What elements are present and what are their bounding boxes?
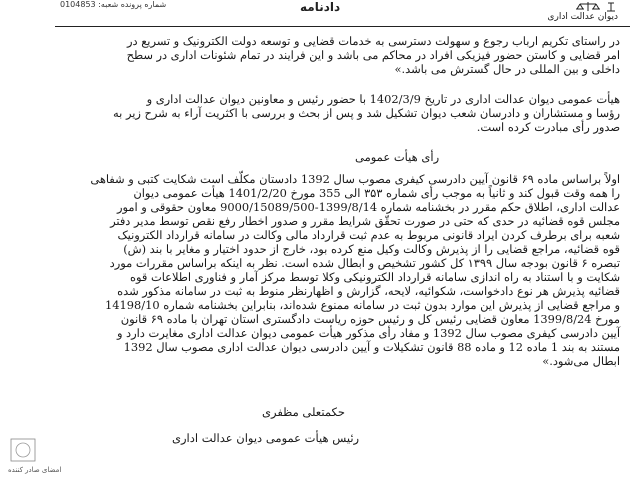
ruling-line: اولاً براساس ماده ۶۹ قانون آیین دادرسی کیفری مصوب سال 1392 دادستان مکلّف است شکایت کتبی و شفاهی	[90, 172, 620, 186]
ruling-line: مجلس قوه قضائیه در حدی که حتی در صورت تحقّق شرایط مقرر و صدور اخطار رفع نقص توسط مدیر دفتر	[110, 214, 620, 228]
intro-line: امر قضایی و کاستن حضور فیزیکی افراد در محاکم می باشد و این فرایند در تمام شئونات اداری در سطح	[126, 48, 620, 62]
session-line: رؤسا و مستشاران و دادرسان شعب دیوان تشکیل شد و پس از بحث و بررسی با اکثریت آراء به شرح زیر به	[113, 106, 620, 120]
seal-stamp-icon	[8, 436, 38, 464]
signatory-title: رئیس هیأت عمومی دیوان عدالت اداری	[172, 431, 360, 445]
ruling-line: و مراجع قضایی از پذیرش این موارد بدون ثبت در سامانه ممنوع شده‌اند، بنابراین بخشنامه شماره 14198/10	[105, 298, 620, 312]
ruling-heading: رأی هیأت عمومی	[355, 150, 440, 164]
ruling-line: را همه وقت قبول کند و ثانیاً به موجب رأی شماره ۳۵۳ الی 355 مورخ 1401/2/20 هیأت عمومی دیوان	[133, 186, 620, 200]
signatory-name: حکمتعلی مظفری	[262, 405, 345, 419]
ruling-line: ابطال می‌شود.»	[542, 354, 620, 368]
organization-name: دیوان عدالت اداری	[547, 12, 618, 22]
session-line: صدور رأی مبادرت کرده است.	[476, 120, 620, 134]
ruling-line: شکایت و با استناد به راه اندازی سامانه قرارداد الکترونیکی وکلا توسط مرکز آمار و فناوری اطلاعات قوه	[130, 270, 620, 284]
header-divider	[55, 26, 630, 27]
ruling-line: قوه قضائیه، مراجع قضایی را از پذیرش وکالت وکیل منع کرده بود، خارج از حدود اختیار و مغایر با بند (ش)	[123, 242, 620, 256]
ruling-line: مستند به بند 1 ماده 12 و ماده 88 قانون تشکیلات و آیین دادرسی دیوان عدالت اداری مصوب سال 1392	[123, 340, 620, 354]
session-line: هیأت عمومی دیوان عدالت اداری در تاریخ 1402/3/9 با حضور رئیس و معاونین دیوان عدالت اداری و	[146, 92, 620, 106]
ruling-line: شعبه برای برطرف کردن ایراد قانونی مربوط به عدم ثبت قرارداد مالی وکالت در سامانه قرارداد الکترونیک	[117, 228, 620, 242]
ruling-line: مورخ 1399/8/24 معاون قضایی رئیس کل و رئیس حوزه ریاست دادگستری استان تهران با ماده ۶۹ قانون	[120, 312, 620, 326]
document-title: دادنامه	[300, 0, 341, 14]
ruling-line: قضائیه پذیرش هر نوع دادخواست، شکوائیه، لایحه، گزارش و اظهارنظر منوط به ثبت در سامانه مذکور شده	[117, 284, 620, 298]
ruling-line: آیین دادرسی کیفری مصوب سال 1392 و مفاد رأی مذکور هیأت عمومی دیوان عدالت اداری مغایرت دارد و	[116, 326, 620, 340]
intro-line: در راستای تکریم ارباب رجوع و سهولت دسترسی به خدمات قضایی و توسعه دولت الکترونیک و تسریع در	[127, 34, 620, 48]
issuer-signature-label: امضای صادر کننده	[8, 466, 62, 474]
scales-emblem-icon	[528, 0, 618, 12]
case-number-label: شماره پرونده شعبه: 0104853	[60, 0, 167, 9]
intro-line: داخلی و بین المللی در حال گسترش می باشد.»	[394, 62, 620, 76]
ruling-line: عدالت اداری، اطلاق حکم مقرر در بخشنامه شماره 1399/8/14-9000/15089/500 معاون حقوقی و امور	[116, 200, 620, 214]
ruling-line: تبصره ۶ قانون بودجه سال ۱۳۹۹ کل کشور تشخیص و ابطال شده است. نظر به اینکه براساس مقررات مورد	[109, 256, 620, 270]
